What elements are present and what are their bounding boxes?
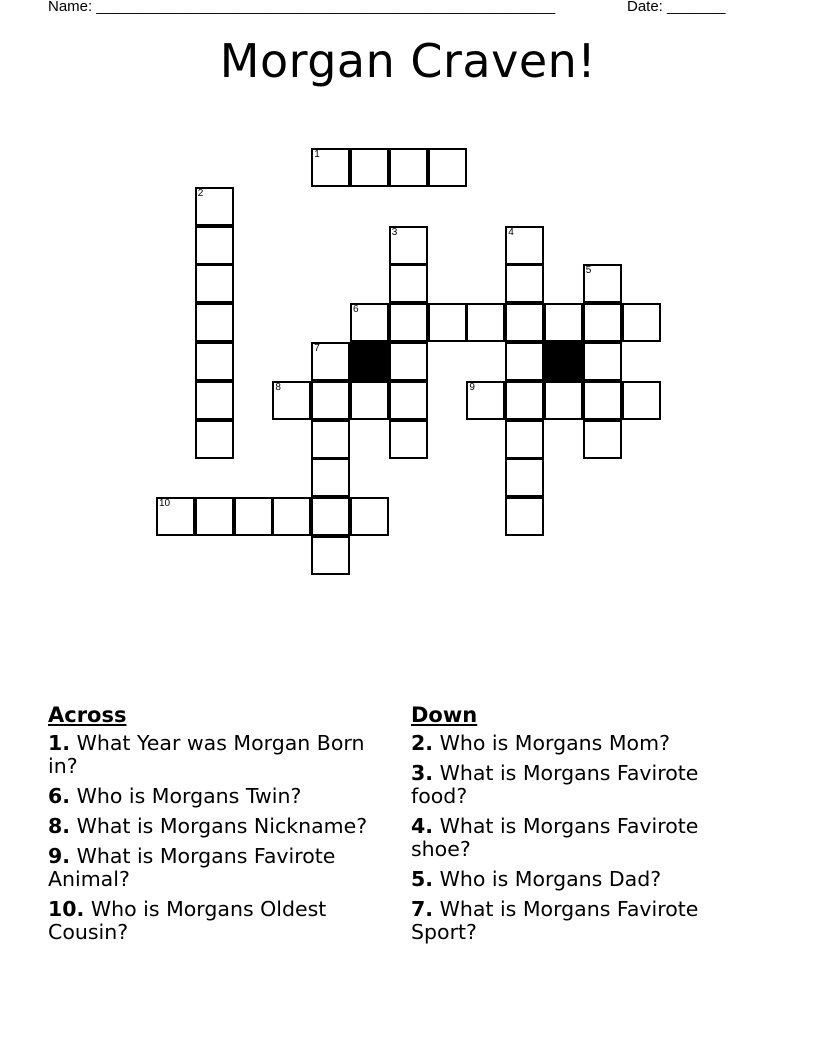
clue-number: 8. xyxy=(48,814,71,838)
clue-item xyxy=(48,732,383,778)
clue-text: Who is Morgans Twin? xyxy=(76,784,302,808)
grid-cell[interactable] xyxy=(583,381,622,420)
clue-number-label: 6 xyxy=(353,304,359,316)
clue-number: 1. xyxy=(48,731,71,755)
grid-cell[interactable] xyxy=(195,420,234,459)
clue-item xyxy=(411,898,746,944)
clue-text: What Year was Morgan Born in? xyxy=(48,731,365,778)
grid-cell[interactable] xyxy=(311,381,350,420)
clue-item xyxy=(411,868,746,891)
grid-cell[interactable] xyxy=(389,303,428,342)
grid-cell[interactable] xyxy=(195,264,234,303)
clue-number: 4. xyxy=(411,814,434,838)
grid-cell[interactable] xyxy=(350,303,389,342)
grid-cell[interactable] xyxy=(505,420,544,459)
clue-item xyxy=(411,762,746,808)
grid-cell[interactable] xyxy=(505,303,544,342)
grid-cell[interactable] xyxy=(583,342,622,381)
grid-cell[interactable] xyxy=(195,497,234,536)
grid-cell[interactable] xyxy=(622,381,661,420)
grid-cell[interactable] xyxy=(505,458,544,497)
clue-text: What is Morgans Favirote Sport? xyxy=(411,897,699,944)
name-line: Name: _______________________________________________________ xyxy=(48,0,556,15)
grid-cell[interactable] xyxy=(389,264,428,303)
date-line: Date: _______ xyxy=(627,0,726,15)
grid-cell[interactable] xyxy=(389,420,428,459)
grid-cell[interactable] xyxy=(389,342,428,381)
grid-cell[interactable] xyxy=(311,420,350,459)
page-title: Morgan Craven! xyxy=(219,34,597,88)
clue-item xyxy=(48,815,383,838)
grid-cell[interactable] xyxy=(195,303,234,342)
clue-number: 7. xyxy=(411,897,434,921)
clue-number: 9. xyxy=(48,844,71,868)
clue-number-label: 5 xyxy=(585,265,592,277)
clue-text: What is Morgans Favirote shoe? xyxy=(411,814,699,861)
clue-number: 2. xyxy=(411,731,434,755)
grid-block xyxy=(544,342,583,381)
clue-number-label: 7 xyxy=(314,343,320,354)
grid-cell[interactable] xyxy=(156,497,195,536)
clue-number-label: 3 xyxy=(391,226,398,238)
grid-cell[interactable] xyxy=(389,226,428,265)
down-clues xyxy=(411,702,746,951)
grid-cell[interactable] xyxy=(544,381,583,420)
clue-item xyxy=(411,732,746,755)
grid-cell[interactable] xyxy=(466,381,505,420)
grid-cell[interactable] xyxy=(311,342,350,381)
grid-cell[interactable] xyxy=(350,148,389,187)
grid-cell[interactable] xyxy=(272,381,311,420)
grid-cell[interactable] xyxy=(234,497,273,536)
grid-cell[interactable] xyxy=(195,381,234,420)
grid-cell[interactable] xyxy=(583,420,622,459)
grid-cell[interactable] xyxy=(195,342,234,381)
grid-cell[interactable] xyxy=(195,226,234,265)
clue-number: 3. xyxy=(411,761,434,785)
clue-number-label: 10 xyxy=(159,498,171,510)
grid-cell[interactable] xyxy=(311,536,350,575)
grid-block xyxy=(350,342,389,381)
across-clues xyxy=(48,702,383,951)
grid-cell[interactable] xyxy=(622,303,661,342)
clue-text: What is Morgans Nickname? xyxy=(76,814,368,838)
grid-cell[interactable] xyxy=(350,497,389,536)
clue-item xyxy=(48,785,383,808)
grid-cell[interactable] xyxy=(505,381,544,420)
grid-cell[interactable] xyxy=(544,303,583,342)
clue-text: Who is Morgans Dad? xyxy=(439,867,662,891)
clue-number-label: 9 xyxy=(469,381,475,393)
clue-number-label: 4 xyxy=(508,226,514,238)
grid-cell[interactable] xyxy=(311,497,350,536)
clue-item xyxy=(411,815,746,861)
grid-cell[interactable] xyxy=(583,303,622,342)
clue-item xyxy=(48,898,383,944)
grid-cell[interactable] xyxy=(505,264,544,303)
grid-cell[interactable] xyxy=(583,264,622,303)
clue-number: 10. xyxy=(48,897,85,921)
clue-number: 6. xyxy=(48,784,71,808)
clue-text: What is Morgans Favirote Animal? xyxy=(48,844,336,891)
clue-item xyxy=(48,845,383,891)
grid-cell[interactable] xyxy=(311,148,350,187)
grid-cell[interactable] xyxy=(195,187,234,226)
grid-cell[interactable] xyxy=(389,148,428,187)
grid-cell[interactable] xyxy=(428,303,467,342)
grid-cell[interactable] xyxy=(272,497,311,536)
grid-cell[interactable] xyxy=(466,303,505,342)
grid-cell[interactable] xyxy=(505,342,544,381)
across-heading: Across xyxy=(48,703,127,727)
clue-text: What is Morgans Favirote food? xyxy=(411,761,699,808)
clue-text: Who is Morgans Mom? xyxy=(439,731,670,755)
grid-cell[interactable] xyxy=(505,497,544,536)
clue-text: Who is Morgans Oldest Cousin? xyxy=(48,897,327,944)
down-heading: Down xyxy=(411,703,478,727)
clue-number-label: 8 xyxy=(275,381,281,393)
grid-cell[interactable] xyxy=(350,381,389,420)
grid-cell[interactable] xyxy=(311,458,350,497)
grid-cell[interactable] xyxy=(389,381,428,420)
clue-number-label: 1 xyxy=(314,149,320,160)
clue-number-label: 2 xyxy=(197,187,204,199)
clue-number: 5. xyxy=(411,867,434,891)
grid-cell[interactable] xyxy=(505,226,544,265)
grid-cell[interactable] xyxy=(428,148,467,187)
